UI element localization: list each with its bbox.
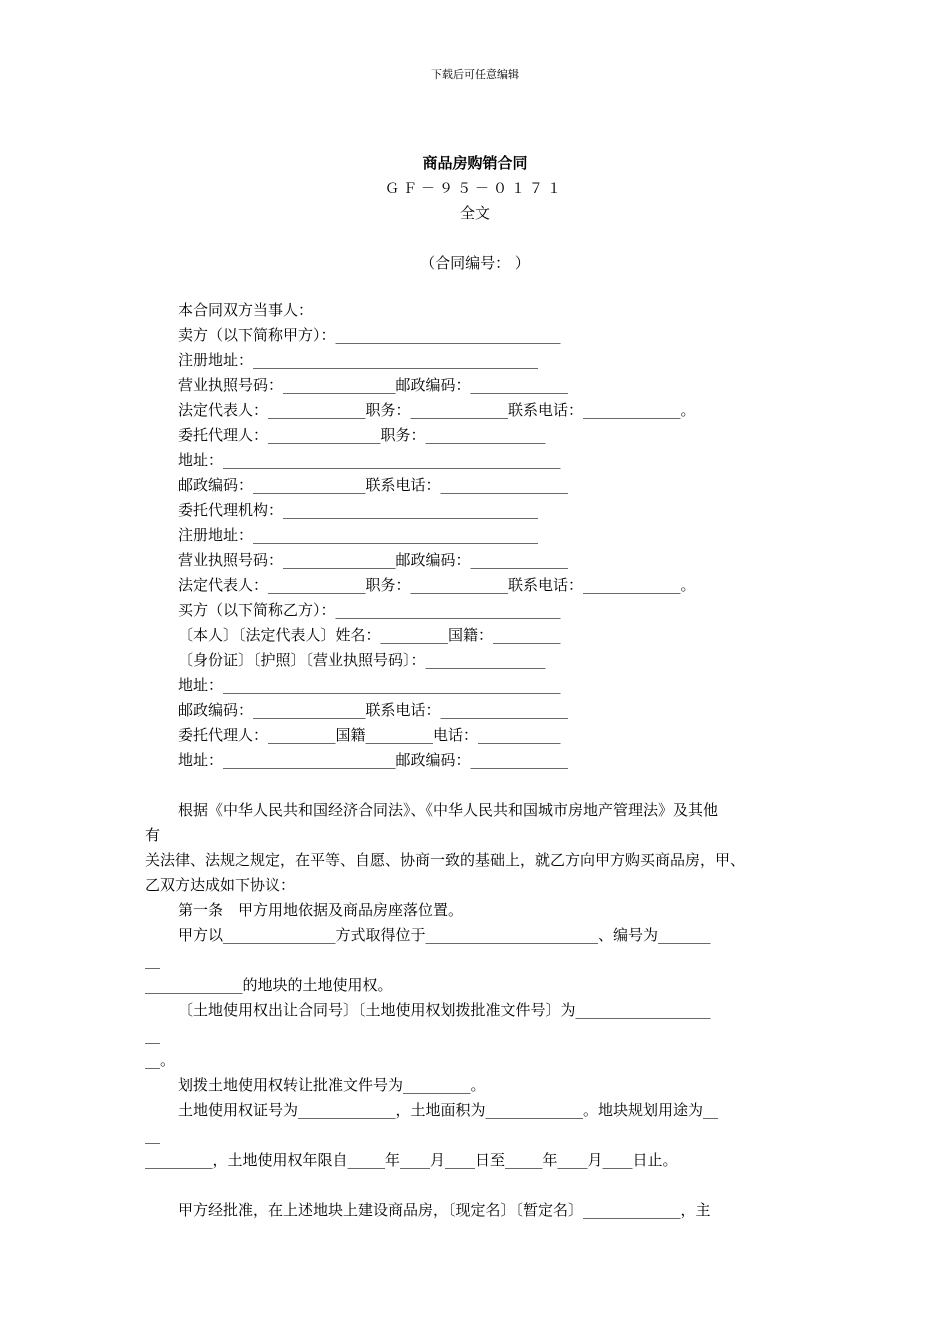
body-line: 〔土地使用权出让合同号〕〔土地使用权划拨批准文件号〕为__________________	[178, 1001, 711, 1019]
parties-line: 邮政编码：_______________联系电话：_________________	[178, 701, 569, 719]
parties-line: 注册地址：______________________________________	[178, 351, 539, 369]
parties-line: 邮政编码：_______________联系电话：_________________	[178, 476, 569, 494]
body-line: _____________的地块的土地使用权。	[145, 976, 393, 994]
body-line: 甲方以_______________方式取得位于_______________________、编号为_______	[178, 926, 711, 944]
fulltext-label: 全文	[459, 204, 490, 222]
parties-line: 法定代表人：_____________职务：_____________联系电话：_____________。	[178, 401, 696, 419]
parties-line: 法定代表人：_____________职务：_____________联系电话：_____________。	[178, 576, 696, 594]
parties-line: 营业执照号码：_______________邮政编码：_____________	[178, 376, 569, 394]
parties-line: 委托代理人：_________国籍_________电话：___________	[178, 726, 561, 744]
body-line: 乙双方达成如下协议：	[145, 876, 296, 894]
parties-line: 卖方（以下简称甲方）：______________________________	[178, 326, 561, 344]
parties-line: 注册地址：______________________________________	[178, 526, 539, 544]
parties-line: 买方（以下简称乙方）：______________________________	[178, 601, 561, 619]
parties-line: 营业执照号码：_______________邮政编码：_____________	[178, 551, 569, 569]
parties-line: 委托代理机构：__________________________________	[178, 501, 539, 519]
parties-line: 〔本人〕〔法定代表人〕姓名：_________国籍：_________	[178, 626, 561, 644]
parties-line: 委托代理人：_______________职务：________________	[178, 426, 546, 444]
parties-line: 地址：_____________________________________________	[178, 451, 561, 469]
body-line: 土地使用权证号为_____________，土地面积为_____________。地块规划用途为__	[178, 1101, 719, 1119]
parties-line: 〔身份证〕〔护照〕〔营业执照号码〕：________________	[178, 651, 546, 669]
body-line: 根据《中华人民共和国经济合同法》、《中华人民共和国城市房地产管理法》及其他	[178, 801, 719, 819]
body-line: 关法律、法规之规定，在平等、自愿、协商一致的基础上，就乙方向甲方购买商品房，甲、	[145, 851, 746, 869]
body-line: __。	[145, 1051, 176, 1069]
contract-code: ＧＦ－９５－０１７１	[385, 181, 565, 197]
contract-number: （合同编号： ）	[420, 254, 530, 272]
parties-line: 本合同双方当事人：	[178, 301, 314, 319]
body-line: __	[145, 1126, 160, 1144]
page-header: 下载后可任意编辑	[431, 68, 519, 81]
body-line: 甲方经批准，在上述地块上建设商品房，〔现定名〕〔暂定名〕_____________，主	[178, 1201, 711, 1219]
body-line: __	[145, 951, 160, 969]
article-heading: 第一条 甲方用地依据及商品房座落位置。	[178, 901, 464, 919]
body-line: 有	[145, 826, 161, 844]
body-line: _________，土地使用权年限自_____年____月____日至_____年____月____日止。	[145, 1151, 678, 1169]
body-line: __	[145, 1026, 160, 1044]
parties-line: 地址：_____________________________________________	[178, 676, 561, 694]
document-title: 商品房购销合同	[422, 154, 528, 172]
parties-line: 地址：_______________________邮政编码：_____________	[178, 751, 569, 769]
body-line: 划拨土地使用权转让批准文件号为_________。	[178, 1076, 486, 1094]
